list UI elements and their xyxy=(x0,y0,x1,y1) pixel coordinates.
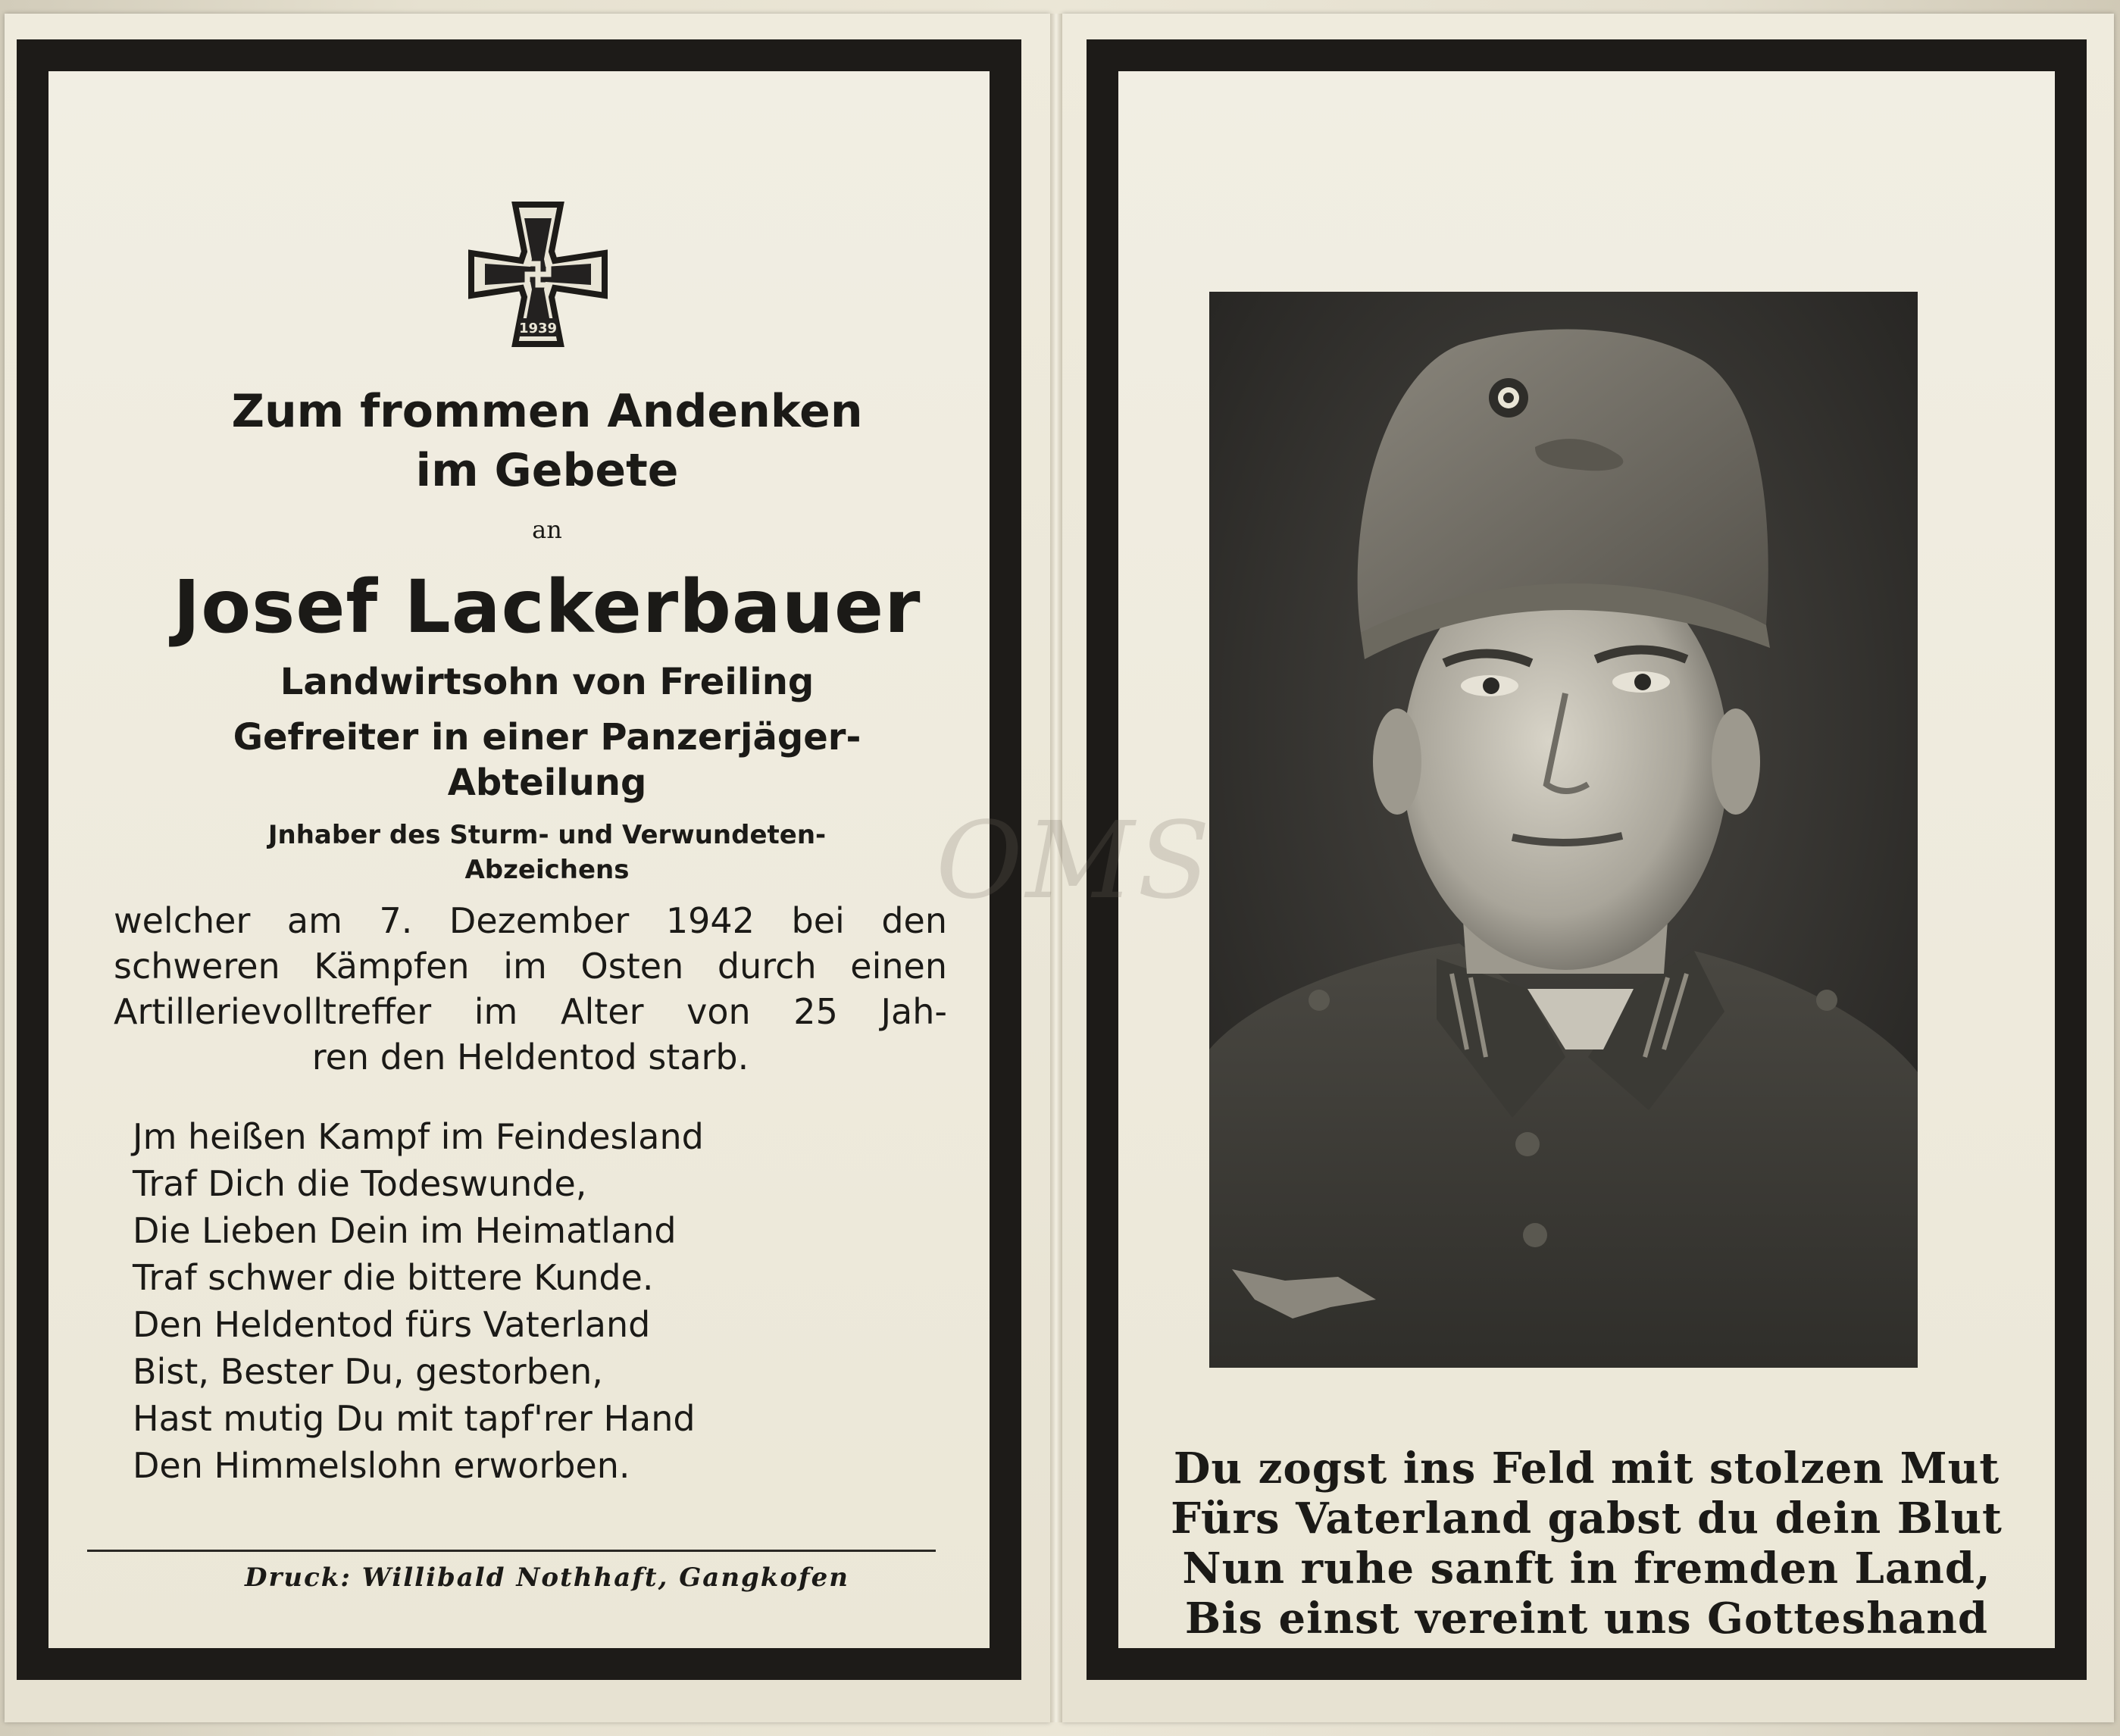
poem-line-8: Den Himmelslohn erworben. xyxy=(133,1445,630,1486)
body-line-2: schweren Kämpfen im Osten durch einen xyxy=(114,946,947,987)
soldier-portrait xyxy=(1209,292,1918,1368)
cross-year: 1939 xyxy=(518,321,558,336)
poem-line-3: Die Lieben Dein im Heimatland xyxy=(133,1210,677,1251)
verse-line-2: Fürs Vaterland gabst du dein Blut xyxy=(1171,1494,2003,1544)
heading-line-1: Zum frommen Andenken xyxy=(231,385,863,438)
poem-line-5: Den Heldentod fürs Vaterland xyxy=(133,1304,651,1345)
printer-credit: Druck: Willibald Nothhaft, Gangkofen xyxy=(244,1562,850,1593)
poem-line-6: Bist, Bester Du, gestorben, xyxy=(133,1351,603,1392)
subtitle-line-2: Gefreiter in einer Panzerjäger- xyxy=(233,716,861,759)
body-line-4: ren den Heldentod starb. xyxy=(311,1037,749,1078)
watermark: OMS xyxy=(936,799,1214,923)
verse-line-3: Nun ruhe sanft in fremden Land, xyxy=(1182,1544,1991,1594)
poem-line-7: Hast mutig Du mit tapf'rer Hand xyxy=(133,1398,696,1439)
poem-line-1: Jm heißen Kampf im Feindesland xyxy=(133,1116,704,1157)
body-line-3: Artillerievolltreffer im Alter von 25 Jah- xyxy=(114,991,947,1032)
award-line-2: Abzeichens xyxy=(464,855,630,885)
subtitle-line-1: Landwirtsohn von Freiling xyxy=(280,661,815,703)
poem-line-2: Traf Dich die Todeswunde, xyxy=(133,1163,587,1204)
verse-line-4: Bis einst vereint uns Gotteshand xyxy=(1184,1594,1989,1644)
body-line-1: welcher am 7. Dezember 1942 bei den xyxy=(114,900,947,941)
iron-cross-icon xyxy=(462,199,614,350)
deceased-name: Josef Lackerbauer xyxy=(173,565,921,649)
award-line-1: Jnhaber des Sturm- und Verwundeten- xyxy=(267,820,827,850)
heading-line-2: im Gebete xyxy=(415,444,679,497)
dedication-an: an xyxy=(532,515,562,544)
poem-line-4: Traf schwer die bittere Kunde. xyxy=(133,1257,654,1298)
verse-line-1: Du zogst ins Feld mit stolzen Mut xyxy=(1173,1444,2000,1494)
printer-divider xyxy=(87,1550,936,1552)
subtitle-line-3: Abteilung xyxy=(447,762,647,804)
